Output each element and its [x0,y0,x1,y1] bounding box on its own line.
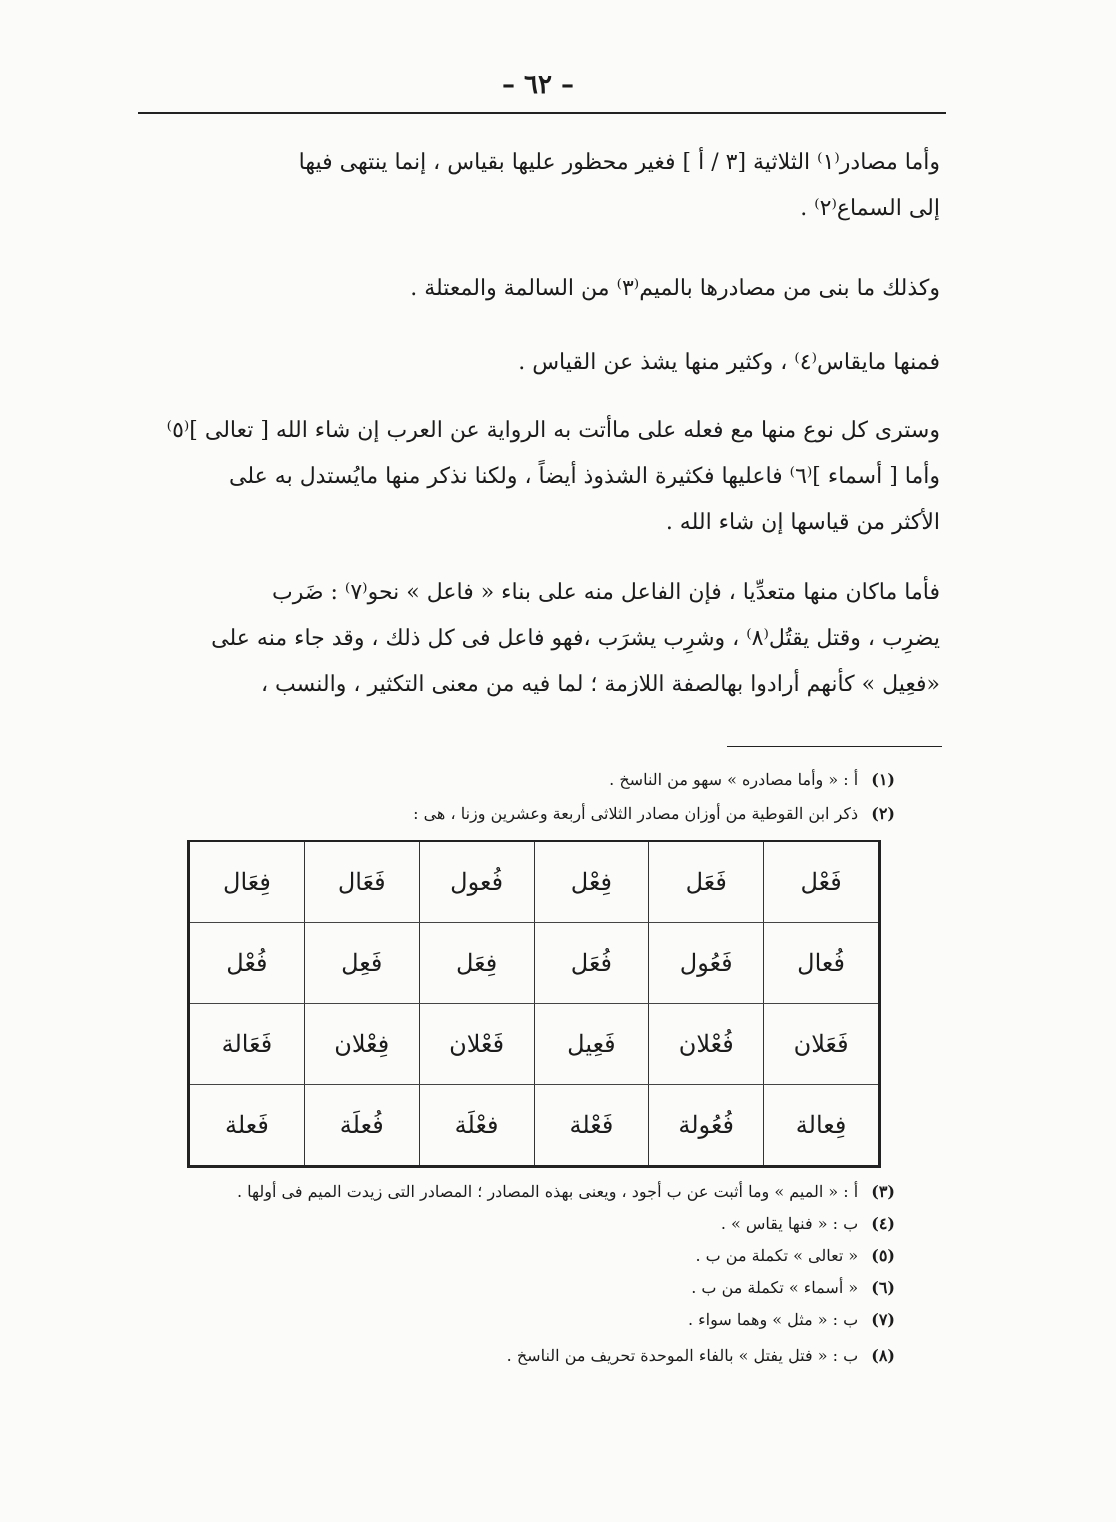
footnote-number: (٢) [871,804,895,823]
text-line: فأما ماكان منها متعدِّيا ، فإن الفاعل منه على بناء « فاعل » نحو⁽٧⁾ : ضَرب [272,580,940,605]
footnote-number: (٣) [871,1182,895,1201]
wazn-table [187,840,881,1168]
footnote-4 [150,1210,895,1238]
footnote-number: (٥) [871,1246,895,1265]
table-cell: فعْلَة [419,1085,534,1167]
paragraph-mimi [150,266,940,312]
table-row [189,923,880,1004]
table-cell: فِعَل [419,923,534,1004]
table-cell: فَعْل [764,841,880,923]
text-line: وسترى كل نوع منها مع فعله على ماأتت به الرواية عن العرب إن شاء الله [ تعالى ]⁽٥⁾ [166,418,940,443]
table-cell: فَعِيل [534,1004,649,1085]
footnote-7 [150,1306,895,1334]
text-line: فمنها مايقاس⁽٤⁾ ، وكثير منها يشذ عن القياس . [518,350,940,375]
table-cell: فِعْلان [304,1004,419,1085]
footnote-text: ب : « مثل » وهما سواء . [687,1310,859,1329]
header-rule [138,112,946,114]
table-cell: فُعلَة [304,1085,419,1167]
table-cell: فُعُولة [649,1085,764,1167]
paragraph-fail [150,570,940,708]
table-cell: فَعَالة [189,1004,305,1085]
text-line: الأكثر من قياسها إن شاء الله . [665,510,940,535]
table-cell: فُعَل [534,923,649,1004]
table-cell: فَعُول [649,923,764,1004]
table-cell: فِعَال [189,841,305,923]
footnote-number: (٨) [871,1346,895,1365]
footnote-number: (١) [871,770,895,789]
footnote-number: (٦) [871,1278,895,1297]
footnote-number: (٧) [871,1310,895,1329]
table-cell: فَعَال [304,841,419,923]
paragraph-qiyas [150,340,940,386]
footnote-8 [150,1342,895,1370]
text-line: «فعِيل » كأنهم أرادوا بهالصفة اللازمة ؛ لما فيه من معنى التكثير ، والنسب ، [260,672,940,697]
table-row [189,1085,880,1167]
footnote-text: أ : « وأما مصادره » سهو من الناسخ . [609,770,859,789]
table-cell: فَعَلان [764,1004,880,1085]
paragraph-riwaya [150,408,940,546]
table-row [189,1004,880,1085]
table-cell: فَعِل [304,923,419,1004]
footnote-6 [150,1274,895,1302]
table-cell: فُعول [419,841,534,923]
text-line: وأما [ أسماء ]⁽٦⁾ فاعليها فكثيرة الشذوذ أيضاً ، ولكنا نذكر منها مايُستدل به على [229,464,940,489]
footnotes-rule [727,746,942,747]
table-cell: فَعْلان [419,1004,534,1085]
text-line: وأما مصادر⁽١⁾ الثلاثية [٣ / أ ] فغير محظور عليها بقياس ، إنما ينتهى فيها [298,150,940,175]
footnote-text: ب : « فنها يقاس » . [720,1214,859,1233]
footnote-text: « أسماء » تكملة من ب . [691,1278,859,1297]
table-cell: فُعال [764,923,880,1004]
footnote-number: (٤) [871,1214,895,1233]
table-cell: فَعلة [189,1085,305,1167]
footnote-5 [150,1242,895,1270]
table-cell: فِعْل [534,841,649,923]
table-cell: فَعْلة [534,1085,649,1167]
text-line: إلى السماع⁽٢⁾ . [800,196,940,221]
footnote-text: أ : « الميم » وما أثبت عن ب أجود ، ويعنى بهذه المصادر ؛ المصادر التى زيدت الميم فى أولها . [236,1182,859,1201]
table-cell: فِعالة [764,1085,880,1167]
paragraph-masadir [150,140,940,232]
table-cell: فُعْل [189,923,305,1004]
table-row [189,841,880,923]
footnote-text: « تعالى » تكملة من ب . [695,1246,859,1265]
text-line: يضرِب ، وقتل يقتُل⁽٨⁾ ، وشرِب يشرَب ،فهو فاعل فى كل ذلك ، وقد جاء منه على [211,626,940,651]
footnote-text: ب : « فتل يفتل » بالفاء الموحدة تحريف من الناسخ . [506,1346,859,1365]
text-line: وكذلك ما بنى من مصادرها بالميم⁽٣⁾ من السالمة والمعتلة . [410,276,940,301]
footnote-text: ذكر ابن القوطية من أوزان مصادر الثلاثى أربعة وعشرين وزنا ، هى : [413,804,859,823]
footnote-2 [150,800,895,828]
page-number: – ٦٢ – [501,70,575,100]
footnote-3 [150,1178,895,1206]
table-cell: فَعَل [649,841,764,923]
table-cell: فُعْلان [649,1004,764,1085]
footnote-1 [150,766,895,794]
